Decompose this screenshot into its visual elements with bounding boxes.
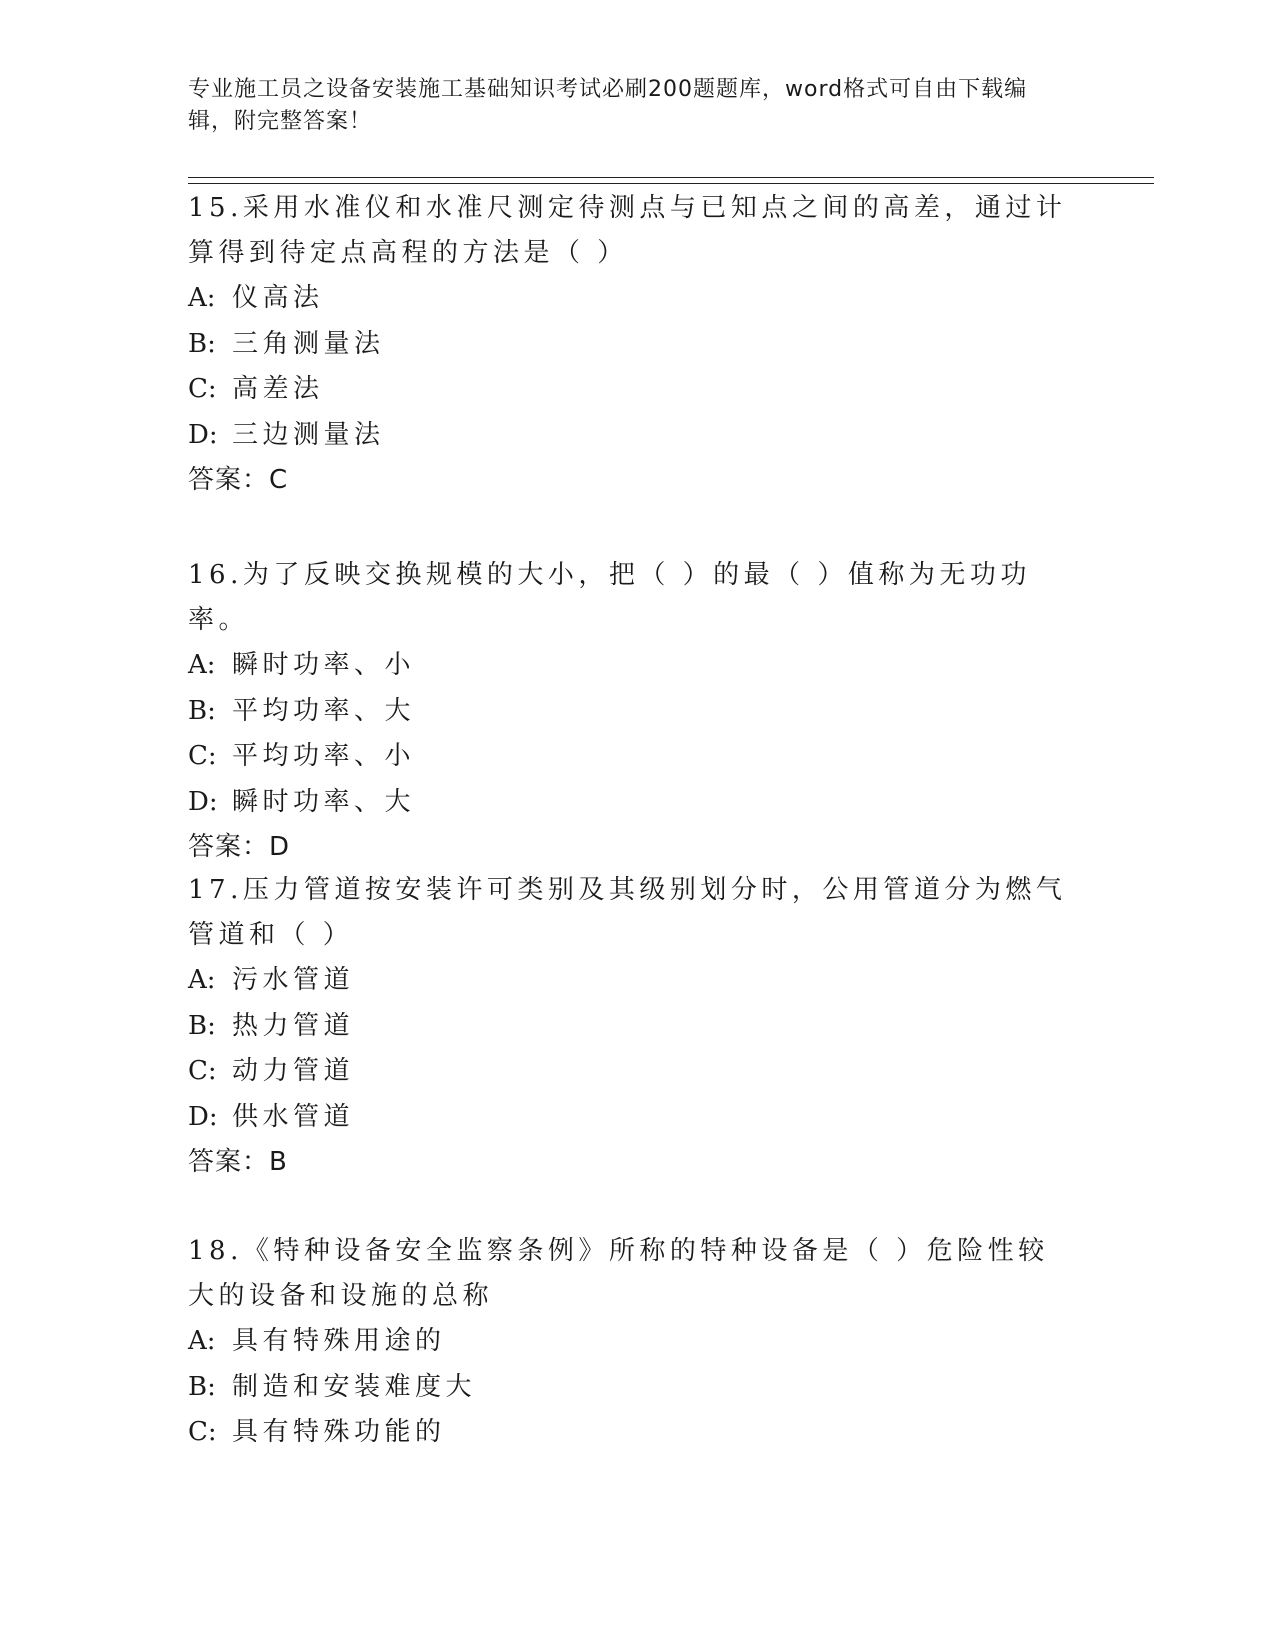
option-text: 平均功率、小 (232, 741, 416, 771)
option-text: 三角测量法 (232, 328, 385, 359)
option-b (188, 689, 1088, 735)
option-text: 高差法 (232, 374, 324, 404)
option-b (188, 1365, 1088, 1411)
option-b (188, 322, 1088, 368)
option-key: A: (188, 283, 216, 313)
option-b (188, 1004, 1088, 1050)
option-a (188, 643, 1088, 689)
option-c (188, 734, 1088, 780)
option-c (188, 1410, 1088, 1456)
option-a (188, 958, 1088, 1004)
answer-label: 答案：C (188, 465, 289, 495)
answer-label: 答案：D (188, 832, 291, 862)
option-key: C: (188, 374, 217, 404)
answer-label: 答案：B (188, 1147, 288, 1177)
option-key: C: (188, 1056, 217, 1086)
option-key: C: (188, 1417, 217, 1447)
option-text: 污水管道 (232, 965, 355, 995)
question-text: 17.压力管道按安装许可类别及其级别划分时，公用管道分为燃气管道和（ ） (188, 875, 1067, 950)
option-key: B: (188, 1010, 216, 1041)
option-key: D: (188, 786, 218, 817)
option-key: B: (188, 1371, 216, 1402)
option-key: B: (188, 695, 216, 726)
option-key: A: (188, 965, 216, 995)
option-text: 制造和安装难度大 (232, 1371, 477, 1402)
question-text: 16.为了反映交换规模的大小，把（ ）的最（ ）值称为无功功率。 (188, 560, 1031, 635)
option-key: A: (188, 650, 216, 680)
header-divider-top (188, 177, 1154, 178)
question-text: 15.采用水准仪和水准尺测定待测点与已知点之间的高差，通过计算得到待定点高程的方法是（ ） (188, 193, 1067, 268)
option-text: 具有特殊功能的 (232, 1417, 446, 1447)
option-text: 仪高法 (232, 283, 324, 313)
option-text: 平均功率、大 (232, 695, 416, 726)
header-divider-bottom (188, 183, 1154, 184)
question-15 (188, 186, 1088, 503)
question-17 (188, 868, 1088, 1185)
option-text: 热力管道 (232, 1010, 355, 1041)
option-text: 瞬时功率、小 (232, 650, 416, 680)
option-text: 供水管道 (232, 1101, 355, 1132)
question-text: 18.《特种设备安全监察条例》所称的特种设备是（ ）危险性较大的设备和设施的总称 (188, 1236, 1049, 1311)
option-text: 瞬时功率、大 (232, 786, 416, 817)
option-a (188, 1319, 1088, 1365)
option-d (188, 780, 1088, 826)
question-16 (188, 553, 1088, 870)
option-c (188, 1049, 1088, 1095)
option-text: 三边测量法 (232, 419, 385, 450)
document-header: 专业施工员之设备安装施工基础知识考试必刷200题题库，word格式可自由下载编辑，附完整答案！ (188, 77, 1028, 134)
option-key: A: (188, 1326, 216, 1356)
option-key: D: (188, 1101, 218, 1132)
option-a (188, 276, 1088, 322)
option-d (188, 1095, 1088, 1141)
option-d (188, 413, 1088, 459)
option-text: 动力管道 (232, 1056, 355, 1086)
option-text: 具有特殊用途的 (232, 1326, 446, 1356)
question-18 (188, 1229, 1088, 1456)
option-c (188, 367, 1088, 413)
option-key: D: (188, 419, 218, 450)
option-key: C: (188, 741, 217, 771)
option-key: B: (188, 328, 216, 359)
